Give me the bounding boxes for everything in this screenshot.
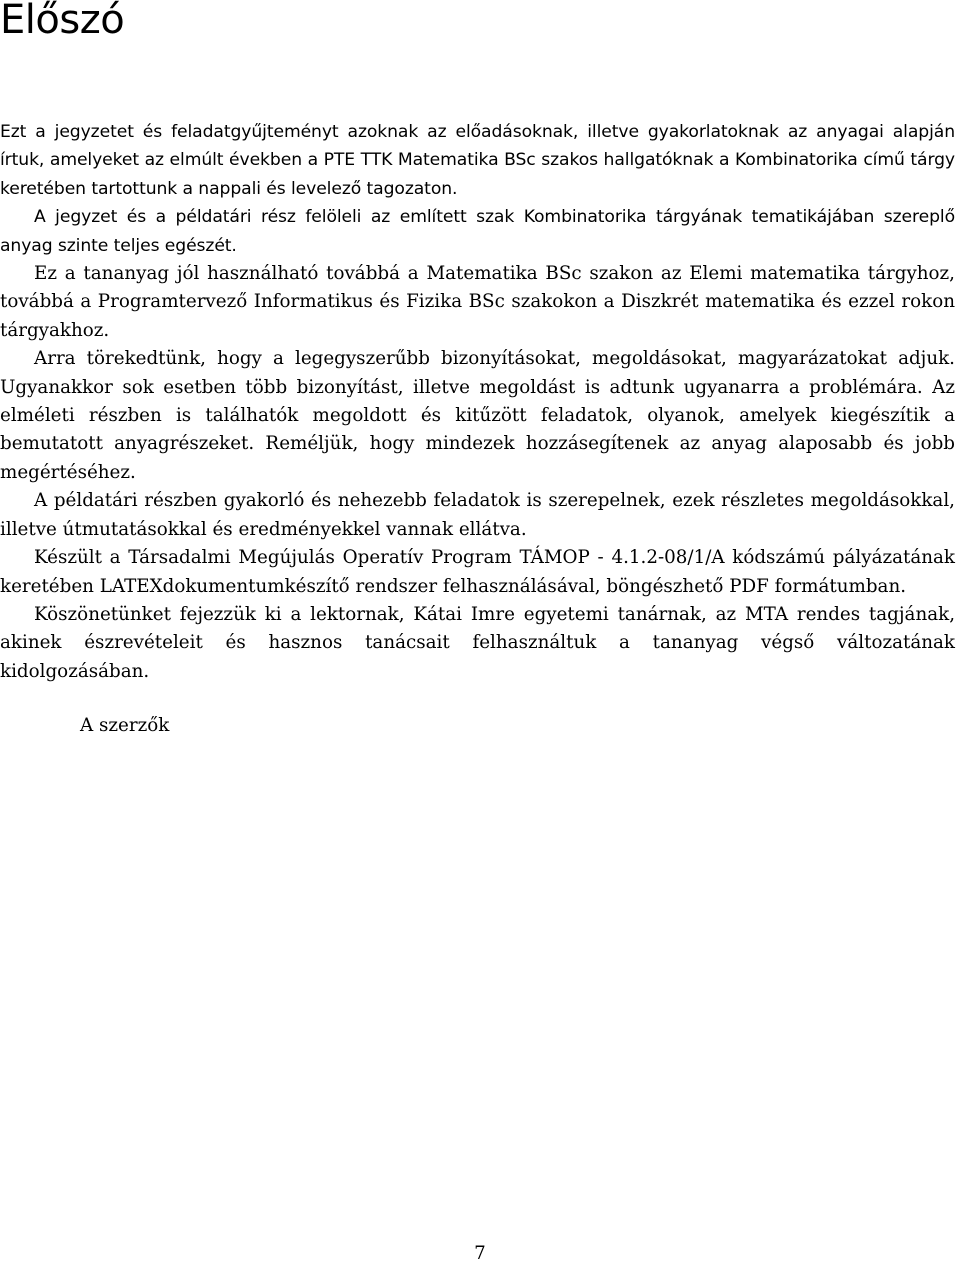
paragraph-approach: Arra törekedtünk, hogy a legegyszerűbb bizonyításokat, megoldásokat, magyarázatokat adjuk. Ugyanakkor sok esetben több bizonyítást, illetve megoldást is adtunk ugyanarra a problémára. Az elméleti részben is találhatók megoldott és kitűzött feladatok, olyanok, amelyek kiegészítik a bemutatott anyagrészeket. Reméljük, hogy mindezek hozzásegítenek az anyag alaposabb és jobb megértéséhez. (0, 348, 955, 483)
paragraph-exercises: A példatári részben gyakorló és nehezebb feladatok is szerepelnek, ezek részletes megoldásokkal, illetve útmutatásokkal és eredményekkel vannak ellátva. (0, 490, 955, 540)
signature: A szerzők (80, 715, 170, 736)
paragraph-scope: A jegyzet és a példatári rész felöleli az említett szak Kombinatorika tárgyának tematikájában szereplő anyag szinte teljes egészét. (0, 207, 955, 256)
preface-body (0, 118, 955, 686)
paragraph-funding: Készült a Társadalmi Megújulás Operatív Program TÁMOP - 4.1.2-08/1/A kódszámú pályázatának keretében LATEXdokumentumkészítő rendszer felhasználásával, böngészhető PDF formátumban. (0, 547, 955, 597)
page-title: Előszó (0, 0, 125, 43)
page-number: 7 (474, 1243, 486, 1264)
paragraph-acknowledgement: Köszönetünket fejezzük ki a lektornak, Kátai Imre egyetemi tanárnak, az MTA rendes tagjának, akinek észrevételeit és hasznos tanácsait felhasználtuk a tananyag végső változatának kidolgozásában. (0, 603, 955, 682)
paragraph-usage: Ez a tananyag jól használható továbbá a Matematika BSc szakon az Elemi matematika tárgyhoz, továbbá a Programtervező Informatikus és Fizika BSc szakokon a Diszkrét matematika és ezzel rokon tárgyakhoz. (0, 263, 955, 341)
paragraph-intro: Ezt a jegyzetet és feladatgyűjteményt azoknak az előadásoknak, illetve gyakorlatoknak az anyagai alapján írtuk, amelyeket az elmúlt években a PTE TTK Matematika BSc szakos hallgatóknak a Kombinatorika című tárgy keretében tartottunk a nappali és levelező tagozaton. (0, 122, 955, 199)
